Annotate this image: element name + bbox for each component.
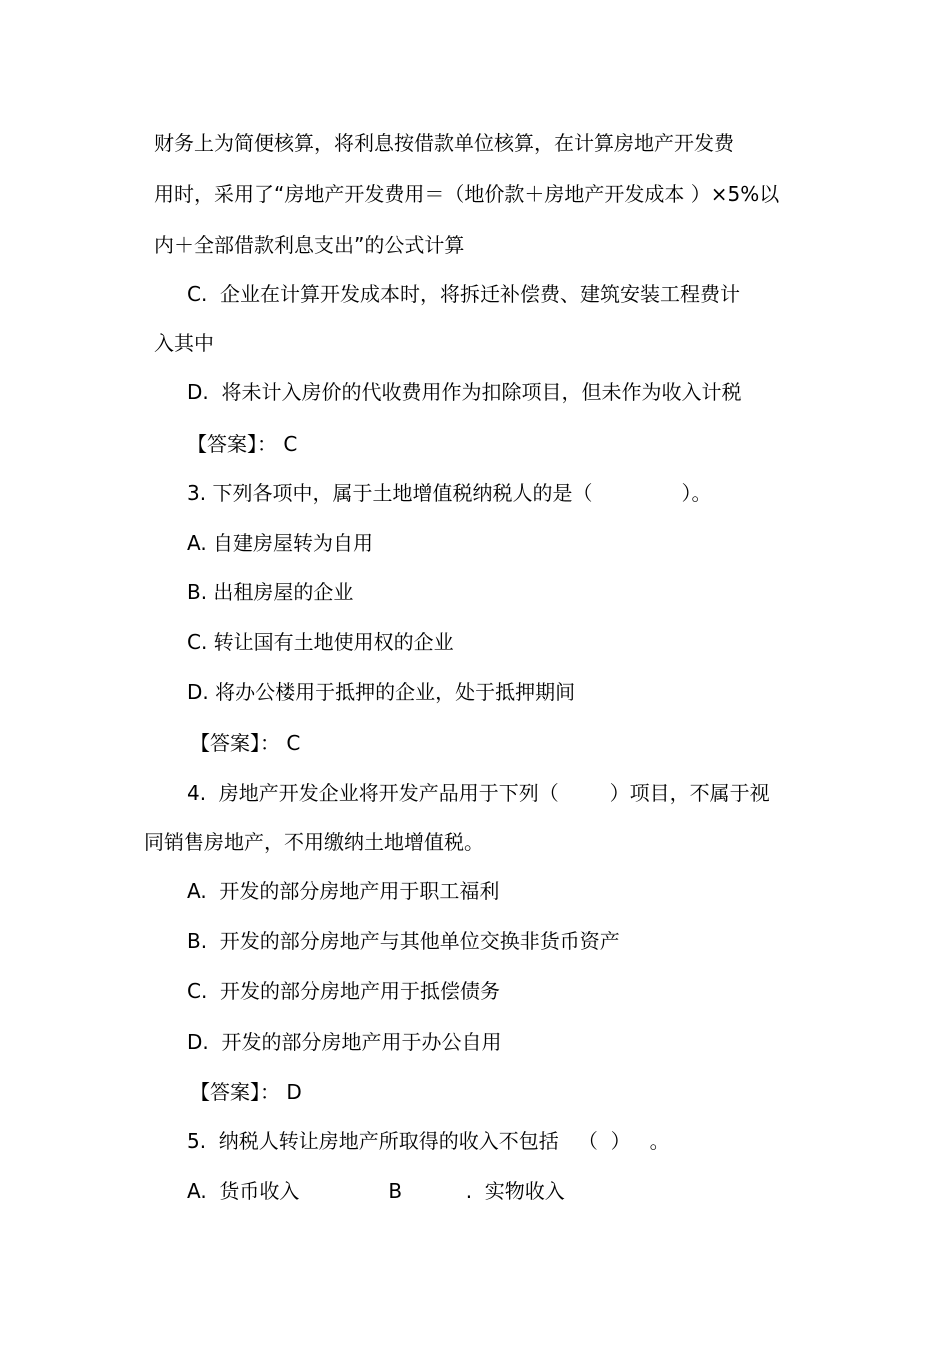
q3-option-b: B. 出租房屋的企业 bbox=[187, 580, 354, 604]
q3-option-d: D. 将办公楼用于抵押的企业，处于抵押期间 bbox=[187, 680, 576, 704]
q4-option-d: D. 开发的部分房地产用于办公自用 bbox=[187, 1030, 502, 1054]
question-3: 3. 下列各项中，属于土地增值税纳税人的是（ ）。 bbox=[187, 481, 712, 505]
text-line-2: 用时，采用了“房地产开发费用＝（地价款＋房地产开发成本 ）×5%以 bbox=[154, 182, 780, 206]
option-d: D. 将未计入房价的代收费用作为扣除项目，但未作为收入计税 bbox=[187, 380, 742, 404]
text-line-1: 财务上为简便核算，将利息按借款单位核算，在计算房地产开发费 bbox=[154, 131, 734, 155]
question-5: 5. 纳税人转让房地产所取得的收入不包括 （ ） 。 bbox=[187, 1129, 670, 1153]
q5-options-ab: A. 货币收入 B . 实物收入 bbox=[187, 1179, 565, 1203]
option-c-line-2: 入其中 bbox=[154, 331, 214, 355]
text-line-3: 内＋全部借款利息支出”的公式计算 bbox=[154, 233, 465, 257]
q3-option-c: C. 转让国有土地使用权的企业 bbox=[187, 630, 454, 654]
question-4-line-1: 4. 房地产开发企业将开发产品用于下列（ ）项目，不属于视 bbox=[187, 781, 770, 805]
q3-option-a: A. 自建房屋转为自用 bbox=[187, 531, 374, 555]
q4-option-a: A. 开发的部分房地产用于职工福利 bbox=[187, 879, 500, 903]
answer-4: 【答案】： D bbox=[190, 1080, 302, 1104]
q4-option-c: C. 开发的部分房地产用于抵偿债务 bbox=[187, 979, 501, 1003]
option-c-line-1: C. 企业在计算开发成本时，将拆迁补偿费、建筑安装工程费计 bbox=[187, 282, 741, 306]
answer-3: 【答案】： C bbox=[190, 731, 301, 755]
q4-option-b: B. 开发的部分房地产与其他单位交换非货币资产 bbox=[187, 929, 620, 953]
question-4-line-2: 同销售房地产，不用缴纳土地增值税。 bbox=[144, 830, 484, 854]
answer-2: 【答案】： C bbox=[187, 432, 298, 456]
